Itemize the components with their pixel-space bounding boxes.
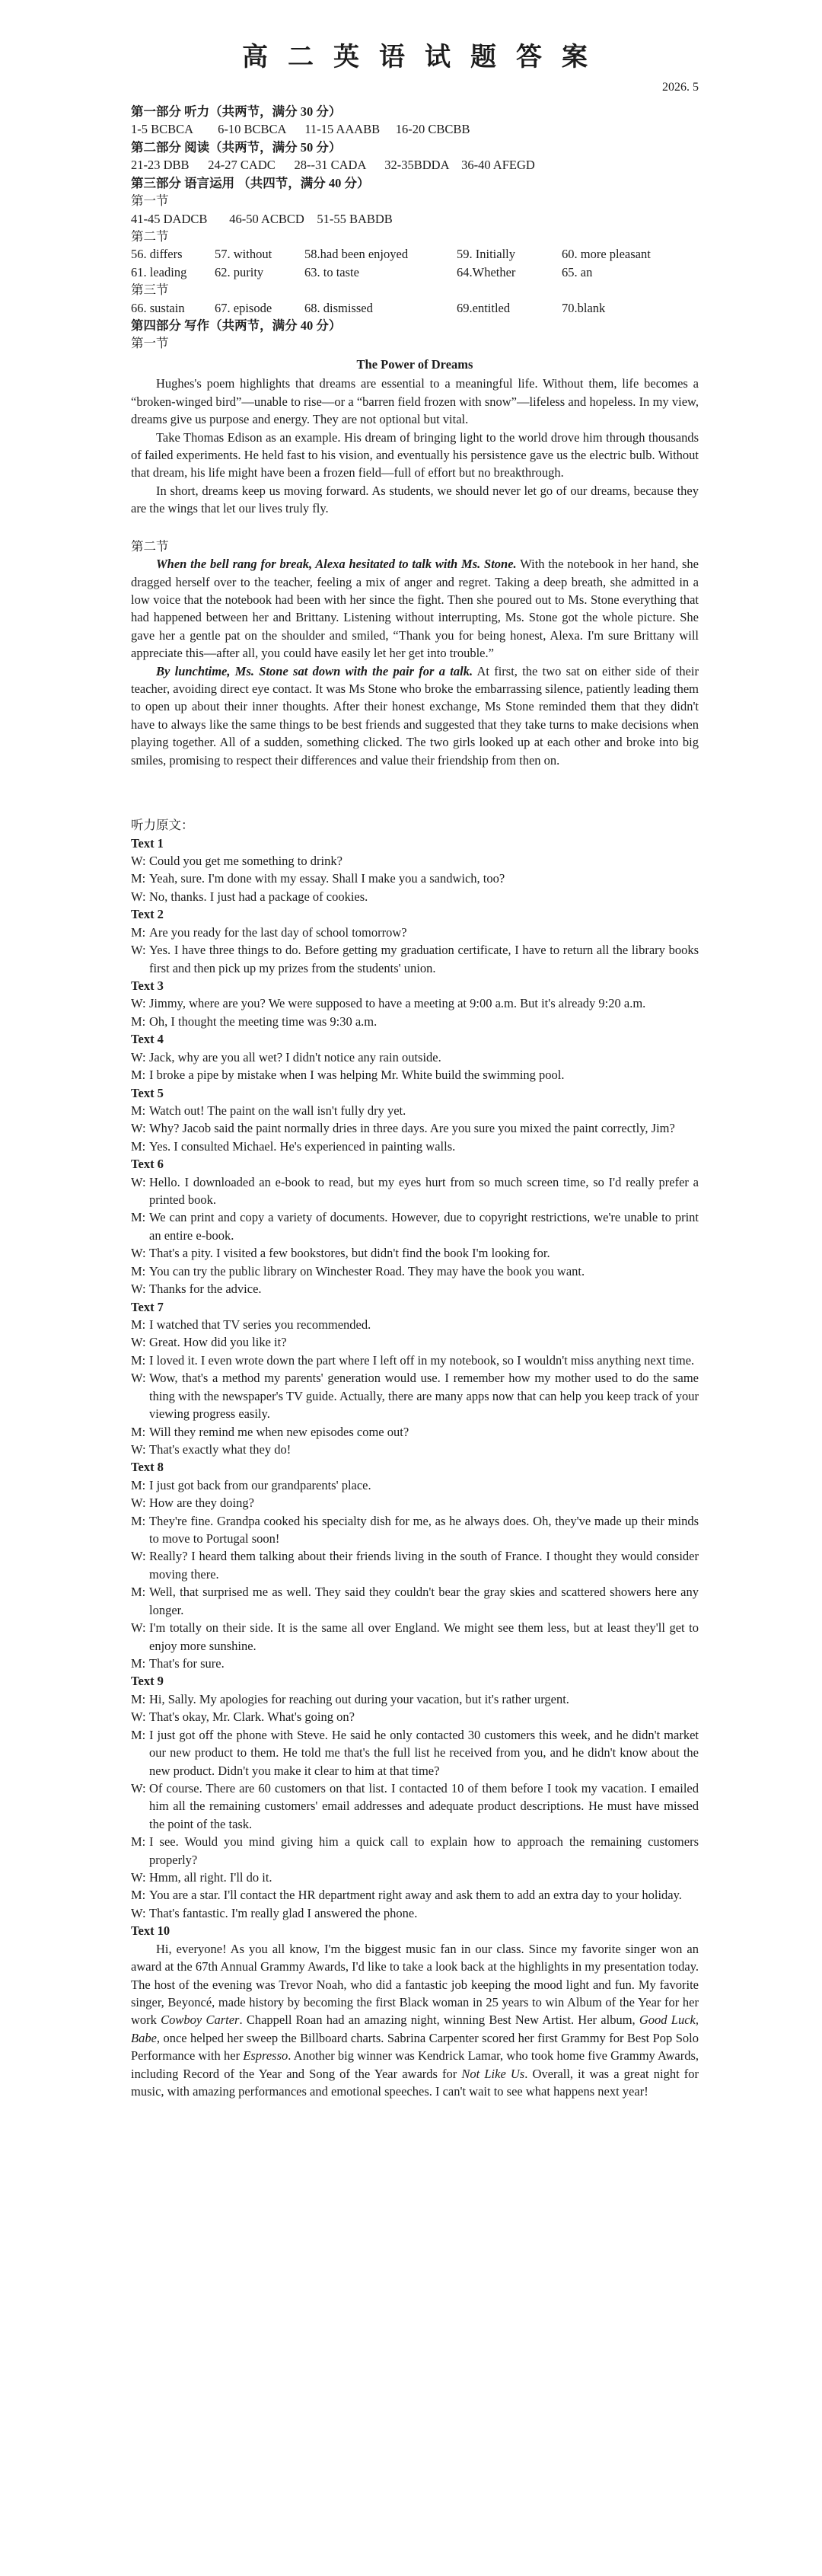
speaker-label: M: (131, 1317, 146, 1332)
speaker-label: M: (131, 1513, 146, 1528)
speaker-label: W: (131, 1174, 146, 1189)
utterance: Hmm, all right. I'll do it. (149, 1870, 272, 1885)
blank-answer: 70.blank (562, 300, 606, 315)
utterance: Well, that surprised me as well. They said they couldn't bear the gray skies and scattered showers here any longer. (149, 1585, 699, 1617)
dialogue-line (131, 1102, 699, 1119)
speaker-label: M: (131, 1263, 146, 1278)
answer-group: 24-27 CADC (208, 158, 276, 173)
answer-group: 11-15 AAABB (304, 122, 381, 137)
blank-answer: 60. more pleasant (562, 247, 651, 262)
speaker-label: M: (131, 1210, 146, 1225)
dialogue-line (131, 924, 699, 941)
paragraph-body: With the notebook in her hand, she dragged herself over to the teacher, feeling a mix of anger and regret. Taking a deep breath, she admitted in a low voice that the notebook had been with her since the fight. Then she poured out to Ms. Stone everything that had happened between her and Brittany. Listening without interrupting, Ms. Stone got the whole picture. She gave her a gentle pat on the shoulder and smiled, “Thank you for being honest, Alexa. I'm sure Brittany will appreciate this—after all, you could have easily let her get into trouble.” (131, 557, 699, 661)
utterance: Really? I heard them talking about their friends living in the south of France. I thought they would consider moving there. (149, 1549, 699, 1582)
speaker-label: W: (131, 943, 146, 958)
listening-transcripts (131, 835, 699, 1923)
part2-heading: 第二部分 阅读（共两节，满分 50 分） (131, 139, 342, 155)
dialogue-line (131, 1690, 699, 1708)
dialogue-line (131, 1049, 699, 1066)
utterance: That's fantastic. I'm really glad I answered the phone. (149, 1905, 418, 1920)
utterance: Could you get me something to drink? (149, 854, 342, 869)
part3-heading: 第三部分 语言运用 （共四节，满分 40 分） (131, 175, 370, 190)
answer-group: 28--31 CADA (294, 158, 366, 173)
essay-title: The Power of Dreams (356, 356, 473, 372)
utterance: They're fine. Grandpa cooked his specialty dish for me, as he always does. Oh, they've made up their minds to move to Portugal soon! (149, 1513, 699, 1547)
paragraph-body: At first, the two sat on either side of their teacher, avoiding direct eye contact. It was Ms Stone who broke the embarrassing silence, patiently leading them to open up about their inner thoughts. After their honest exchange, Ms Stone reminded them that they didn't have to always like the same things to be best friends and suggested that they take turns to make decisions when playing together. All of a sudden, something clicked. The two girls looked up at each other and broke into big smiles, promising to respect their differences and value their friendship from then on. (131, 663, 699, 768)
dialogue-line (131, 1886, 699, 1904)
speaker-label: W: (131, 1870, 146, 1885)
answer-group: 16-20 CBCBB (395, 122, 470, 137)
dialogue-line (131, 1316, 699, 1333)
speaker-label: W: (131, 1709, 146, 1725)
speaker-label: W: (131, 889, 146, 904)
dialogue-line (131, 1423, 699, 1441)
speaker-label: M: (131, 1068, 146, 1083)
text-label: Text 3 (131, 978, 164, 993)
blank-answer: 57. without (215, 247, 272, 262)
listening-heading: 听力原文： (131, 818, 194, 833)
text10-monologue (131, 1940, 699, 2101)
speaker-label: W: (131, 1371, 146, 1386)
utterance: You can try the public library on Winchester Road. They may have the book you want. (149, 1263, 585, 1278)
blank-answer: 63. to taste (304, 264, 359, 279)
dialogue-line (131, 1833, 699, 1869)
essay-paragraph: In short, dreams keep us moving forward. As students, we should never let go of our dreams, because they are the wings that let our lives truly fly. (131, 483, 699, 516)
essay-paragraph: Take Thomas Edison as an example. His dream of bringing light to the world drove him through thousands of failed experiments. He held fast to his vision, and eventually his persistence gave us the electric bulb. Without that dream, his life might have been a frozen field—full of effort but no breakthrough. (131, 429, 699, 480)
part4-sec2-label: 第二节 (131, 538, 169, 554)
part2-answers (131, 156, 699, 174)
song-title: Espresso (243, 2048, 288, 2064)
speaker-label: W: (131, 1620, 146, 1636)
monologue-text: Hi, everyone! As you all know, I'm the biggest music fan in our class. Since my favorite singer won an award at the 67th Annual Grammy Awards, I'd like to take a look back at the highlights in my presentation today. The host of the evening was Trevor Noah, who did a fantastic job keeping the mood light and fun. My favorite singer, Beyoncé, made history by becoming the first Black woman in 25 years to win Album of the Year for her work (131, 1941, 699, 2028)
monologue-text: . Another big winner was Kendrick Lamar, who took home five Grammy Awards, including Record of the Year and Song of the Year awards for (131, 2048, 699, 2081)
paragraph-lead: By lunchtime, Ms. Stone sat down with the pair for a talk. (156, 663, 473, 678)
answer-group: 36-40 AFEGD (461, 158, 535, 173)
speaker-label: M: (131, 1138, 146, 1154)
answer-group: 51-55 BABDB (317, 211, 393, 226)
exam-date: 2026. 5 (662, 81, 699, 94)
utterance: I see. Would you mind giving him a quick call to explain how to approach the remaining customers properly? (149, 1834, 699, 1867)
speaker-label: M: (131, 1103, 146, 1118)
utterance: Great. How did you like it? (149, 1335, 287, 1350)
dialogue-line (131, 1869, 699, 1886)
speaker-label: W: (131, 1549, 146, 1564)
speaker-label: M: (131, 1656, 146, 1671)
utterance: I'm totally on their side. It is the same all over England. We might see them less, but at least they'll get to enjoy more sunshine. (149, 1620, 699, 1653)
utterance: No, thanks. I just had a package of cookies. (149, 889, 368, 904)
utterance: Oh, I thought the meeting time was 9:30 a.m. (149, 1013, 378, 1029)
dialogue-line (131, 1494, 699, 1511)
text-label: Text 1 (131, 835, 164, 851)
blank-answer: 65. an (562, 264, 593, 279)
blank-answer: 69.entitled (457, 300, 511, 315)
part3-sec1-label: 第一节 (131, 193, 169, 209)
dialogue-line (131, 941, 699, 977)
monologue-text: . Overall, it was a great night for music, with amazing performances and emotional speeches. I can't wait to see what happens next year! (131, 2066, 699, 2099)
text-label: Text 6 (131, 1157, 164, 1172)
speaker-label: M: (131, 1013, 146, 1029)
continuation-paragraph (131, 555, 699, 662)
dialogue-line (131, 994, 699, 1012)
part4-heading: 第四部分 写作（共两节，满分 40 分） (131, 318, 342, 334)
utterance: Hi, Sally. My apologies for reaching out during your vacation, but it's rather urgent. (149, 1691, 569, 1706)
text-label: Text 9 (131, 1674, 164, 1689)
text-label: Text 4 (131, 1032, 164, 1047)
utterance: Jimmy, where are you? We were supposed to have a meeting at 9:00 a.m. But it's already 9:20 a.m. (149, 996, 646, 1011)
dialogue-line (131, 1780, 699, 1833)
blank-answer: 64.Whether (457, 264, 516, 279)
continuation-paragraph (131, 662, 699, 770)
text-label: Text 8 (131, 1460, 164, 1475)
part3-sec2-label: 第二节 (131, 228, 169, 244)
blank-answer: 59. Initially (457, 247, 515, 262)
dialogue-line (131, 1512, 699, 1548)
utterance: Yes. I consulted Michael. He's experienced in painting walls. (149, 1138, 456, 1154)
answer-group: 21-23 DBB (131, 158, 190, 173)
part4-sec1-label: 第一节 (131, 336, 169, 351)
dialogue-line (131, 1333, 699, 1351)
dialogue-line (131, 1655, 699, 1672)
song-title: Not Like Us (461, 2066, 525, 2081)
utterance: I watched that TV series you recommended. (149, 1317, 371, 1332)
part3-sec1-answers (131, 210, 699, 228)
speaker-label: W: (131, 1282, 146, 1297)
answer-group: 32-35BDDA (384, 158, 449, 173)
part3-sec3-row (131, 299, 699, 317)
utterance: That's okay, Mr. Clark. What's going on? (149, 1709, 355, 1725)
speaker-label: W: (131, 1246, 146, 1261)
dialogue-line (131, 1904, 699, 1922)
dialogue-line (131, 1369, 699, 1422)
utterance: I just got back from our grandparents' place. (149, 1477, 371, 1492)
answer-group: 6-10 BCBCA (218, 122, 286, 137)
speaker-label: W: (131, 996, 146, 1011)
dialogue-line (131, 852, 699, 870)
album-title: Cowboy Carter (161, 2013, 240, 2028)
utterance: That's exactly what they do! (149, 1441, 292, 1457)
part3-sec2-row2 (131, 263, 699, 281)
utterance: Are you ready for the last day of school tomorrow? (149, 924, 407, 940)
utterance: Jack, why are you all wet? I didn't notice any rain outside. (149, 1049, 441, 1065)
dialogue-line (131, 1280, 699, 1298)
dialogue-line (131, 1173, 699, 1209)
utterance: You are a star. I'll contact the HR department right away and ask them to add an extra day to your holiday. (149, 1888, 682, 1903)
speaker-label: M: (131, 1477, 146, 1492)
speaker-label: W: (131, 1049, 146, 1065)
dialogue-line (131, 1583, 699, 1619)
utterance: Will they remind me when new episodes come out? (149, 1424, 409, 1439)
dialogue-line (131, 1119, 699, 1137)
utterance: Wow, that's a method my parents' generation would use. I remember how my mother used to do the same thing with the newspaper's TV guide. Actually, there are many apps now that can help you keep track of your viewing progress easily. (149, 1371, 699, 1422)
speaker-label: M: (131, 1888, 146, 1903)
text-label: Text 7 (131, 1299, 164, 1314)
speaker-label: W: (131, 1905, 146, 1920)
dialogue-line (131, 870, 699, 887)
utterance: How are they doing? (149, 1495, 254, 1511)
part1-answers (131, 120, 699, 138)
dialogue-line (131, 1476, 699, 1494)
blank-answer: 58.had been enjoyed (304, 247, 409, 262)
utterance: Of course. There are 60 customers on that list. I contacted 10 of them before I took my vacation. I emailed him all the remaining customers' email addresses and adequate product descriptions. He must have missed the point of the task. (149, 1780, 699, 1831)
blank-answer: 66. sustain (131, 300, 185, 315)
dialogue-line (131, 1708, 699, 1725)
dialogue-line (131, 1547, 699, 1583)
dialogue-line (131, 1066, 699, 1084)
speaker-label: W: (131, 1121, 146, 1136)
monologue-text: , once helped her sweep the Billboard charts. Sabrina Carpenter scored her first Grammy for Best Pop Solo Performance with her (131, 2030, 699, 2064)
speaker-label: W: (131, 1495, 146, 1511)
album-title: Good Luck, Babe (131, 2013, 699, 2045)
part3-sec3-label: 第三节 (131, 282, 169, 298)
speaker-label: M: (131, 1727, 146, 1742)
dialogue-line (131, 1352, 699, 1369)
blank-answer: 56. differs (131, 247, 183, 262)
utterance: I loved it. I even wrote down the part where I left off in my notebook, so I wouldn't miss anything next time. (149, 1352, 695, 1368)
speaker-label: W: (131, 854, 146, 869)
monologue-text: . Chappell Roan had an amazing night, winning Best New Artist. Her album, (239, 2013, 639, 2028)
answer-group: 1-5 BCBCA (131, 122, 193, 137)
utterance: That's a pity. I visited a few bookstores, but didn't find the book I'm looking for. (149, 1246, 550, 1261)
dialogue-line (131, 888, 699, 905)
utterance: That's for sure. (149, 1656, 225, 1671)
utterance: Hello. I downloaded an e-book to read, but my eyes hurt from so much screen time, so I'd really prefer a printed book. (149, 1174, 699, 1208)
part1-heading: 第一部分 听力（共两节，满分 30 分） (131, 104, 342, 119)
dialogue-line (131, 1138, 699, 1155)
paragraph-lead: When the bell rang for break, Alexa hesitated to talk with Ms. Stone. (156, 557, 517, 572)
utterance: Yes. I have three things to do. Before getting my graduation certificate, I have to return all the library books first and then pick up my prizes from the students' union. (149, 943, 699, 975)
essay-paragraph: Hughes's poem highlights that dreams are essential to a meaningful life. Without them, life becomes a “broken-winged bird”—unable to rise—or a “barren field frozen with snow”—lifeless and hopeless. In my view, dreams give us purpose and energy. They are not optional but vital. (131, 376, 699, 427)
speaker-label: M: (131, 1585, 146, 1600)
speaker-label: W: (131, 1441, 146, 1457)
utterance: Why? Jacob said the paint normally dries in three days. Are you sure you mixed the paint correctly, Jim? (149, 1121, 675, 1136)
speaker-label: M: (131, 1834, 146, 1850)
utterance: I broke a pipe by mistake when I was helping Mr. White build the swimming pool. (149, 1068, 565, 1083)
answer-group: 41-45 DADCB (131, 211, 208, 226)
blank-answer: 68. dismissed (304, 300, 373, 315)
dialogue-line (131, 1208, 699, 1244)
dialogue-line (131, 1726, 699, 1780)
part3-sec2-row1 (131, 245, 699, 263)
utterance: Yeah, sure. I'm done with my essay. Shall I make you a sandwich, too? (149, 871, 505, 886)
utterance: We can print and copy a variety of documents. However, due to copyright restrictions, we're unable to print an entire e-book. (149, 1210, 699, 1243)
dialogue-line (131, 1619, 699, 1655)
speaker-label: M: (131, 1424, 146, 1439)
dialogue-line (131, 1013, 699, 1030)
utterance: Thanks for the advice. (149, 1282, 262, 1297)
text-label: Text 10 (131, 1923, 170, 1939)
utterance: I just got off the phone with Steve. He said he only contacted 30 customers this week, and he didn't market our new product to them. He told me that's the full list he received from you, and he didn't know about the new product. Didn't you make it clear to him at that time? (149, 1727, 699, 1778)
blank-answer: 67. episode (215, 300, 272, 315)
dialogue-line (131, 1441, 699, 1458)
page-title: 高二英语试题答案 (242, 43, 607, 72)
speaker-label: W: (131, 1780, 146, 1796)
text-label: Text 5 (131, 1085, 164, 1100)
answer-group: 46-50 ACBCD (229, 211, 304, 226)
speaker-label: M: (131, 1691, 146, 1706)
dialogue-line (131, 1262, 699, 1280)
utterance: Watch out! The paint on the wall isn't fully dry yet. (149, 1103, 406, 1118)
speaker-label: M: (131, 1352, 146, 1368)
speaker-label: W: (131, 1335, 146, 1350)
text-label: Text 2 (131, 907, 164, 922)
speaker-label: M: (131, 924, 146, 940)
dialogue-line (131, 1244, 699, 1262)
blank-answer: 62. purity (215, 264, 264, 279)
blank-answer: 61. leading (131, 264, 187, 279)
speaker-label: M: (131, 871, 146, 886)
